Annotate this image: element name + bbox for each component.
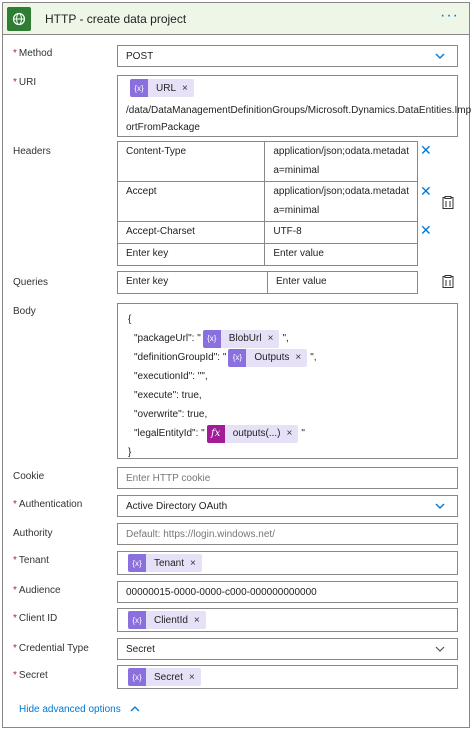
authority-label: Authority: [13, 528, 53, 539]
url-token-label: URL: [156, 82, 177, 94]
expression-icon: {x}: [128, 668, 146, 686]
delete-header-icon[interactable]: ✕: [420, 183, 432, 199]
audience-label: * Audience: [13, 585, 61, 596]
header-value-cell[interactable]: application/json;odata.metadat a=minimal: [265, 142, 418, 182]
query-row-new: [118, 272, 418, 294]
outputs-expression-token[interactable]: fx outputs(...) ×: [207, 425, 299, 443]
expression-icon: {x}: [128, 611, 146, 629]
remove-token-icon[interactable]: ×: [295, 352, 302, 363]
client-id-input[interactable]: [117, 608, 458, 632]
secret-input[interactable]: [117, 665, 458, 689]
headers-table: [117, 141, 418, 266]
remove-token-icon[interactable]: ×: [286, 428, 293, 439]
hide-advanced-options-link[interactable]: Hide advanced options: [19, 704, 140, 715]
chevron-down-icon: [435, 51, 445, 61]
header-row: [118, 222, 418, 244]
card-title[interactable]: HTTP - create data project: [45, 12, 187, 26]
method-dropdown[interactable]: [117, 45, 458, 67]
expression-icon: {x}: [203, 330, 221, 348]
body-line: "execute": true,: [134, 390, 202, 401]
method-value: POST: [126, 50, 154, 62]
body-close-brace: }: [128, 447, 132, 458]
globe-icon: [7, 7, 31, 31]
url-token[interactable]: [130, 79, 194, 97]
header-value-input[interactable]: Enter value: [265, 244, 418, 266]
remove-token-icon[interactable]: ×: [190, 557, 196, 569]
secret-label: * Secret: [13, 670, 48, 681]
query-key-input[interactable]: Enter key: [118, 272, 268, 294]
body-line: "packageUrl": " {x} BlobUrl × ",: [128, 329, 447, 348]
bloburl-token[interactable]: {x} BlobUrl ×: [203, 330, 280, 348]
header-value-cell[interactable]: application/json;odata.metadat a=minimal: [265, 182, 418, 222]
function-icon: fx: [207, 425, 225, 443]
tenant-input[interactable]: [117, 551, 458, 575]
remove-token-icon[interactable]: ×: [188, 671, 195, 683]
headers-label: Headers: [13, 146, 51, 157]
credential-type-label: * Credential Type: [13, 643, 89, 654]
body-open-brace: {: [128, 314, 132, 325]
expression-icon: {x}: [128, 554, 146, 572]
authentication-label: * Authentication: [13, 499, 83, 510]
header-value-cell[interactable]: UTF-8: [265, 222, 418, 244]
outputs-token[interactable]: {x} Outputs ×: [228, 349, 307, 367]
body-line: "legalEntityId": " fx outputs(...) × ": [128, 424, 447, 443]
header-key-cell[interactable]: Accept-Charset: [118, 222, 265, 244]
chevron-down-icon: [435, 644, 445, 654]
card-header[interactable]: [3, 3, 469, 35]
header-row-new: [118, 244, 418, 266]
uri-label: * URI: [13, 77, 37, 88]
authentication-dropdown[interactable]: Active Directory OAuth: [117, 495, 458, 517]
delete-header-icon[interactable]: ✕: [420, 222, 432, 238]
tenant-token[interactable]: {x} Tenant ×: [128, 554, 202, 572]
uri-path-line2: ortFromPackage: [126, 122, 200, 133]
method-label: * Method: [13, 48, 53, 59]
body-editor[interactable]: [117, 303, 458, 459]
audience-input[interactable]: 00000015-0000-0000-c000-000000000000: [117, 581, 458, 603]
queries-label: Queries: [13, 277, 49, 288]
chevron-up-icon: [130, 705, 140, 713]
body-line: "definitionGroupId": " {x} Outputs × ",: [128, 348, 447, 367]
remove-token-icon[interactable]: ×: [193, 614, 200, 626]
delete-header-icon[interactable]: ✕: [420, 142, 432, 158]
body-line: "executionId": "",: [134, 371, 208, 382]
authority-input[interactable]: Default: https://login.windows.net/: [117, 523, 458, 545]
header-key-cell[interactable]: Accept: [118, 182, 265, 222]
tenant-label: * Tenant: [13, 555, 49, 566]
uri-path-line1: /data/DataManagementDefinitionGroups/Microsoft.Dynamics.DataEntities.Imp: [126, 105, 472, 116]
header-key-cell[interactable]: Content-Type: [118, 142, 265, 182]
queries-table: [117, 271, 418, 294]
header-row: [118, 182, 418, 222]
uri-input[interactable]: [117, 75, 472, 137]
query-value-input[interactable]: Enter value: [268, 272, 418, 294]
client-id-label: * Client ID: [13, 613, 58, 624]
header-key-input[interactable]: Enter key: [118, 244, 265, 266]
chevron-down-icon: [435, 501, 445, 511]
http-action-card: [2, 2, 470, 728]
remove-token-icon[interactable]: ×: [267, 333, 274, 344]
expression-icon: {x}: [228, 349, 246, 367]
credential-type-dropdown[interactable]: Secret: [117, 638, 458, 660]
more-options-icon[interactable]: ···: [440, 7, 459, 24]
switch-to-text-mode-icon[interactable]: [441, 275, 455, 289]
cookie-input[interactable]: Enter HTTP cookie: [117, 467, 458, 489]
remove-token-icon[interactable]: ×: [182, 82, 188, 94]
body-line: "overwrite": true,: [134, 409, 208, 420]
switch-to-text-mode-icon[interactable]: [441, 196, 455, 210]
cookie-label: Cookie: [13, 471, 45, 482]
secret-token[interactable]: {x} Secret ×: [128, 668, 201, 686]
body-label: Body: [13, 306, 36, 317]
expression-icon: {x}: [130, 79, 148, 97]
header-row: [118, 142, 418, 182]
clientid-token[interactable]: {x} ClientId ×: [128, 611, 206, 629]
